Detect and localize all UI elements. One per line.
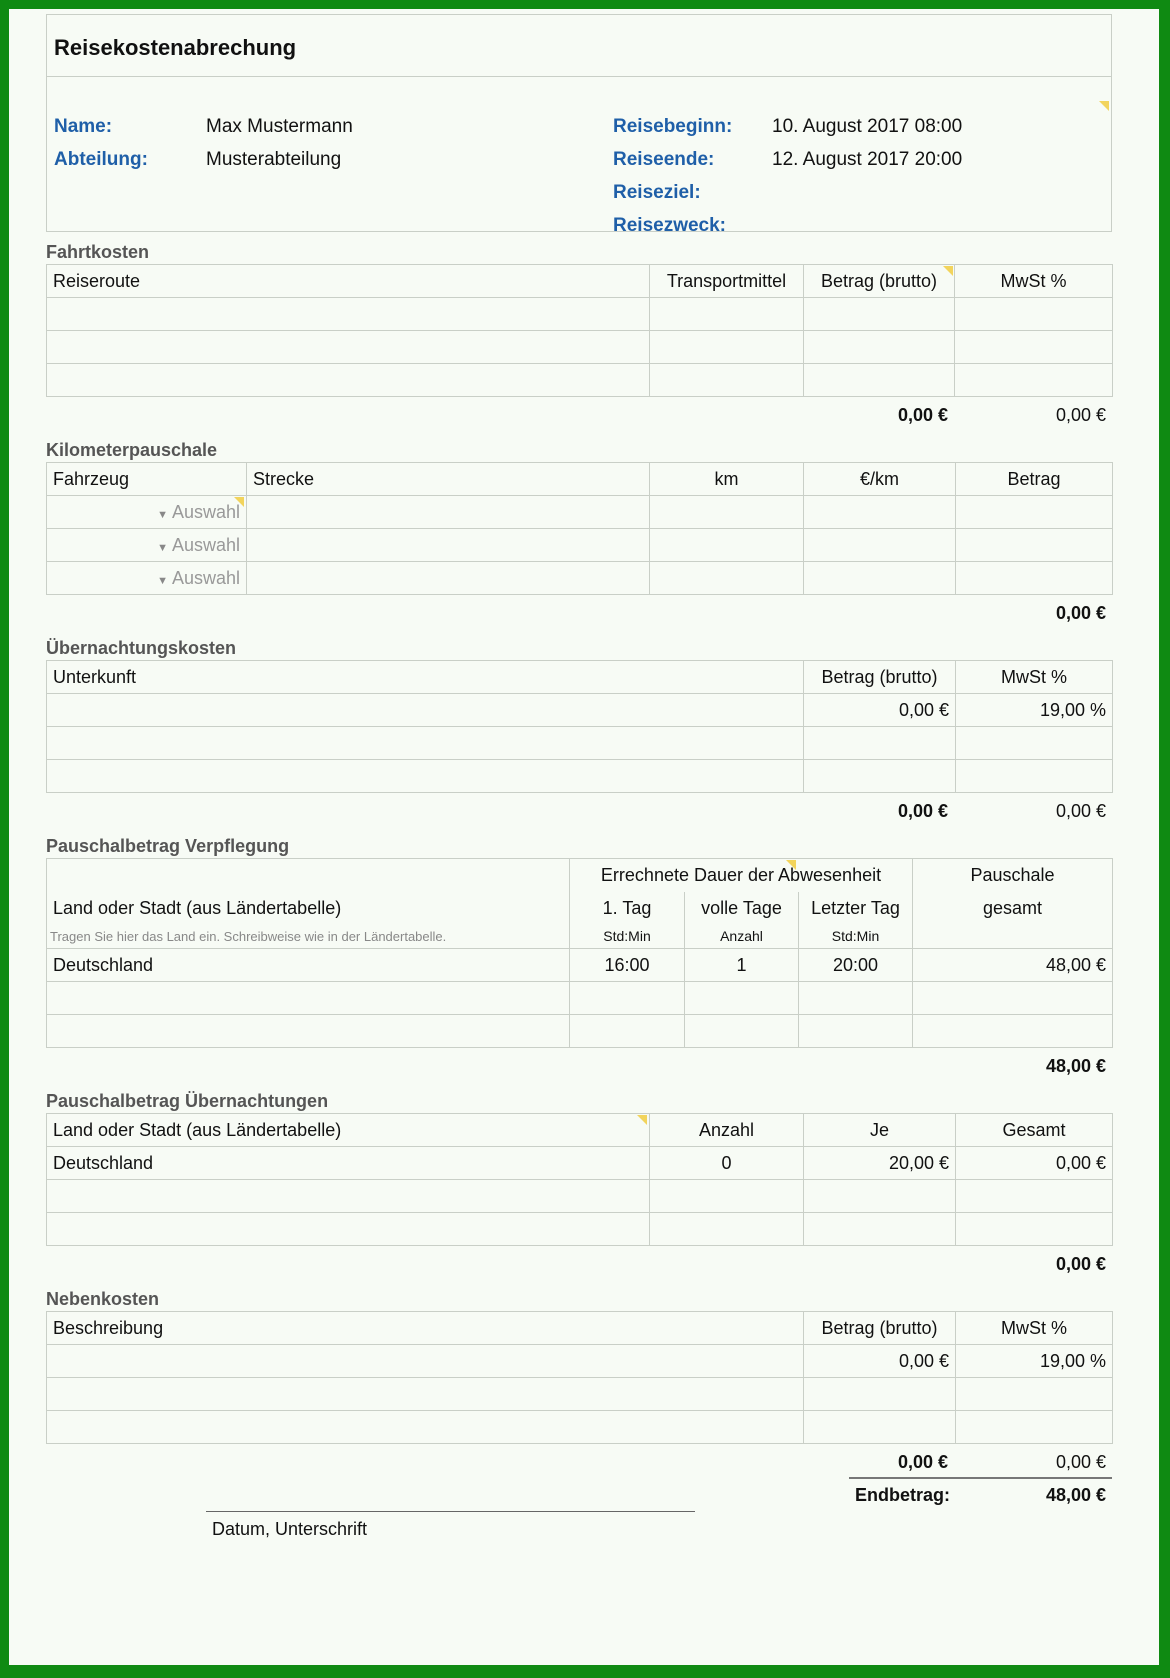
- cell[interactable]: [650, 364, 804, 397]
- table-header-row: [47, 859, 1113, 892]
- table-row: [47, 1180, 1113, 1213]
- cell[interactable]: [47, 1213, 650, 1246]
- cell[interactable]: [804, 1411, 956, 1444]
- header-block: [46, 14, 1112, 236]
- col-land: Land oder Stadt (aus Ländertabelle): [47, 1114, 650, 1147]
- table-row: [47, 298, 1113, 331]
- cell[interactable]: [47, 298, 650, 331]
- col-mwst: MwSt %: [956, 1312, 1113, 1345]
- cell[interactable]: [47, 694, 804, 727]
- cell[interactable]: [956, 529, 1113, 562]
- document-title: Reisekostenabrechung: [47, 15, 1111, 77]
- document-page: [9, 9, 1159, 1665]
- verpflegung-table: [46, 858, 1113, 1048]
- fahrtkosten-sum-mwst: 0,00 €: [1055, 405, 1106, 425]
- verpflegung-title: Pauschalbetrag Verpflegung: [46, 836, 290, 856]
- sub-stdmin-1: Std:Min: [570, 925, 685, 949]
- dropdown-arrow-icon: ▼: [157, 541, 168, 554]
- col-dauer: Errechnete Dauer der Abwesenheit: [570, 859, 913, 892]
- form-content: [46, 14, 1112, 1551]
- comment-marker[interactable]: [786, 860, 796, 870]
- uebernachtung-sum-row: [46, 793, 1112, 826]
- anzahl-cell[interactable]: 0: [650, 1147, 804, 1180]
- endbetrag-divider: [849, 1477, 1112, 1479]
- cell[interactable]: [804, 529, 956, 562]
- land-cell[interactable]: Deutschland: [47, 949, 570, 982]
- mwst-cell[interactable]: 19,00 %: [956, 1345, 1113, 1378]
- verpflegung-sum-row: [46, 1048, 1112, 1081]
- cell[interactable]: [956, 1378, 1113, 1411]
- sub-stdmin-2: Std:Min: [799, 925, 913, 949]
- table-row: [47, 949, 1113, 982]
- cell[interactable]: [47, 331, 650, 364]
- cell[interactable]: [47, 1378, 804, 1411]
- km-sum-row: [46, 595, 1112, 628]
- cell[interactable]: [47, 1411, 804, 1444]
- cell[interactable]: [247, 529, 650, 562]
- cell[interactable]: [799, 1015, 913, 1048]
- cell[interactable]: [650, 331, 804, 364]
- col-transportmittel: Transportmittel: [650, 265, 804, 298]
- fahrtkosten-sum-row: [46, 397, 1112, 430]
- signature-line[interactable]: [206, 1511, 695, 1512]
- uebernachtung-table: [46, 660, 1113, 793]
- uebernachtung-title: Übernachtungskosten: [46, 638, 237, 658]
- fahrtkosten-table: [46, 264, 1113, 397]
- fahrtkosten-sum-betrag: 0,00 €: [897, 405, 948, 425]
- table-row: [47, 694, 1113, 727]
- abteilung-label: Abteilung:: [54, 149, 148, 170]
- table-row: [47, 1213, 1113, 1246]
- uebernachtung-sum-betrag: 0,00 €: [897, 801, 948, 821]
- col-reiseroute: Reiseroute: [47, 265, 650, 298]
- cell: [804, 1180, 956, 1213]
- cell[interactable]: [47, 982, 570, 1015]
- select-placeholder: Auswahl: [171, 534, 240, 555]
- km-table: [46, 462, 1113, 595]
- cell[interactable]: [685, 982, 799, 1015]
- cell[interactable]: [685, 1015, 799, 1048]
- cell[interactable]: [650, 1180, 804, 1213]
- col-betrag: Betrag (brutto): [804, 661, 956, 694]
- cell[interactable]: [955, 298, 1113, 331]
- dropdown-arrow-icon: ▼: [157, 508, 168, 521]
- col-strecke: Strecke: [247, 463, 650, 496]
- table-row: [47, 1147, 1113, 1180]
- cell[interactable]: [47, 1015, 570, 1048]
- col-km: km: [650, 463, 804, 496]
- reiseende-value[interactable]: 12. August 2017 20:00: [772, 149, 963, 170]
- col-mwst: MwSt %: [955, 265, 1113, 298]
- table-row: [47, 1345, 1113, 1378]
- cell[interactable]: [804, 298, 955, 331]
- cell[interactable]: [956, 1411, 1113, 1444]
- fahrzeug-select[interactable]: [47, 562, 247, 595]
- cell[interactable]: [956, 727, 1113, 760]
- cell[interactable]: [956, 562, 1113, 595]
- sub-anzahl: Anzahl: [685, 925, 799, 949]
- cell[interactable]: [47, 1180, 650, 1213]
- table-header-row: [47, 925, 1113, 949]
- dropdown-arrow-icon: ▼: [157, 574, 168, 587]
- cell[interactable]: [47, 760, 804, 793]
- tag1-cell[interactable]: 16:00: [570, 949, 685, 982]
- col-betrag: Betrag (brutto): [804, 1312, 956, 1345]
- comment-marker[interactable]: [1099, 101, 1109, 111]
- endbetrag-value: 48,00 €: [1045, 1485, 1106, 1505]
- table-header-row: [47, 1312, 1113, 1345]
- endbetrag-row: [46, 1477, 1112, 1511]
- table-header-row: [47, 661, 1113, 694]
- km-sum: 0,00 €: [1055, 603, 1106, 623]
- km-title: Kilometerpauschale: [46, 440, 218, 460]
- col-eur-km: €/km: [804, 463, 956, 496]
- volle-tage-cell[interactable]: 1: [685, 949, 799, 982]
- pauschale-ueb-sum: 0,00 €: [1055, 1254, 1106, 1274]
- nebenkosten-title: Nebenkosten: [46, 1289, 160, 1309]
- cell[interactable]: [956, 760, 1113, 793]
- col-pauschale: Pauschale: [913, 859, 1113, 892]
- col-letzter-tag: Letzter Tag: [799, 892, 913, 925]
- cell: [956, 1213, 1113, 1246]
- pauschale-ueb-title: Pauschalbetrag Übernachtungen: [46, 1091, 329, 1111]
- cell: [956, 1180, 1113, 1213]
- uebernachtung-sum-mwst: 0,00 €: [1055, 801, 1106, 821]
- mwst-cell[interactable]: 19,00 %: [956, 694, 1113, 727]
- reisezweck-label: Reisezweck:: [613, 215, 727, 236]
- cell[interactable]: [956, 496, 1113, 529]
- comment-marker[interactable]: [943, 266, 953, 276]
- col-mwst: MwSt %: [956, 661, 1113, 694]
- signature-area: [46, 1511, 1112, 1551]
- betrag-cell[interactable]: 0,00 €: [804, 1345, 956, 1378]
- cell[interactable]: [804, 364, 955, 397]
- cell[interactable]: [47, 727, 804, 760]
- nebenkosten-sum-betrag: 0,00 €: [897, 1452, 948, 1472]
- table-row: [47, 496, 1113, 529]
- fahrzeug-select[interactable]: [47, 529, 247, 562]
- fahrzeug-select[interactable]: [47, 496, 247, 529]
- land-cell[interactable]: Deutschland: [47, 1147, 650, 1180]
- reisebeginn-label: Reisebeginn:: [613, 116, 733, 137]
- cell[interactable]: [247, 562, 650, 595]
- col-je: Je: [804, 1114, 956, 1147]
- letzter-tag-cell[interactable]: 20:00: [799, 949, 913, 982]
- col-volle-tage: volle Tage: [685, 892, 799, 925]
- col-gesamt: Gesamt: [956, 1114, 1113, 1147]
- cell[interactable]: [650, 1213, 804, 1246]
- col-tag1: 1. Tag: [570, 892, 685, 925]
- table-row: [47, 1015, 1113, 1048]
- cell: [913, 982, 1113, 1015]
- je-cell: 20,00 €: [804, 1147, 956, 1180]
- col-betrag: Betrag (brutto): [804, 265, 955, 298]
- comment-marker[interactable]: [637, 1115, 647, 1125]
- cell[interactable]: [247, 496, 650, 529]
- cell[interactable]: [804, 1378, 956, 1411]
- endbetrag-label: Endbetrag:: [855, 1485, 951, 1505]
- signature-label: Datum, Unterschrift: [212, 1519, 368, 1539]
- cell[interactable]: [804, 562, 956, 595]
- cell[interactable]: [650, 529, 804, 562]
- col-land: Land oder Stadt (aus Ländertabelle): [47, 892, 570, 925]
- table-row: [47, 364, 1113, 397]
- betrag-cell[interactable]: 0,00 €: [804, 694, 956, 727]
- col-unterkunft: Unterkunft: [47, 661, 804, 694]
- name-value[interactable]: Max Mustermann: [206, 116, 353, 137]
- cell[interactable]: [650, 496, 804, 529]
- col-gesamt: gesamt: [913, 892, 1113, 925]
- comment-marker[interactable]: [234, 497, 244, 507]
- table-header-row: [47, 892, 1113, 925]
- table-header-row: [47, 463, 1113, 496]
- fahrtkosten-title: Fahrtkosten: [46, 242, 150, 262]
- header-cell: [913, 925, 1113, 949]
- select-placeholder: Auswahl: [171, 501, 240, 522]
- cell[interactable]: [650, 562, 804, 595]
- col-fahrzeug: Fahrzeug: [47, 463, 247, 496]
- verpflegung-sum: 48,00 €: [1045, 1056, 1106, 1076]
- table-header-row: [47, 1114, 1113, 1147]
- table-row: [47, 760, 1113, 793]
- gesamt-cell: 48,00 €: [913, 949, 1113, 982]
- table-row: [47, 982, 1113, 1015]
- cell[interactable]: [799, 982, 913, 1015]
- land-hint: Tragen Sie hier das Land ein. Schreibweise wie in der Ländertabelle.: [47, 925, 570, 949]
- cell[interactable]: [955, 331, 1113, 364]
- table-row: [47, 727, 1113, 760]
- cell[interactable]: [804, 727, 956, 760]
- table-row: [47, 1378, 1113, 1411]
- table-row: [47, 529, 1113, 562]
- table-row: [47, 331, 1113, 364]
- cell: [913, 1015, 1113, 1048]
- cell: [804, 1213, 956, 1246]
- select-placeholder: Auswahl: [171, 567, 240, 588]
- cell[interactable]: [650, 298, 804, 331]
- nebenkosten-table: [46, 1311, 1113, 1444]
- table-row: [47, 1411, 1113, 1444]
- pauschale-ueb-table: [46, 1113, 1113, 1246]
- table-row: [47, 562, 1113, 595]
- cell[interactable]: [570, 1015, 685, 1048]
- name-label: Name:: [54, 116, 113, 137]
- cell[interactable]: [47, 1345, 804, 1378]
- abteilung-value[interactable]: Musterabteilung: [206, 149, 342, 170]
- cell[interactable]: [804, 760, 956, 793]
- gesamt-cell: 0,00 €: [956, 1147, 1113, 1180]
- cell[interactable]: [47, 364, 650, 397]
- nebenkosten-sum-row: [46, 1444, 1112, 1477]
- pauschale-ueb-sum-row: [46, 1246, 1112, 1279]
- col-beschreibung: Beschreibung: [47, 1312, 804, 1345]
- reiseziel-label: Reiseziel:: [613, 182, 701, 203]
- nebenkosten-sum-mwst: 0,00 €: [1055, 1452, 1106, 1472]
- cell[interactable]: [955, 364, 1113, 397]
- col-betrag: Betrag: [956, 463, 1113, 496]
- reisebeginn-value[interactable]: 10. August 2017 08:00: [772, 116, 963, 137]
- header-cell: [47, 859, 570, 892]
- reiseende-label: Reiseende:: [613, 149, 715, 170]
- cell[interactable]: [570, 982, 685, 1015]
- col-anzahl: Anzahl: [650, 1114, 804, 1147]
- cell[interactable]: [804, 331, 955, 364]
- cell[interactable]: [804, 496, 956, 529]
